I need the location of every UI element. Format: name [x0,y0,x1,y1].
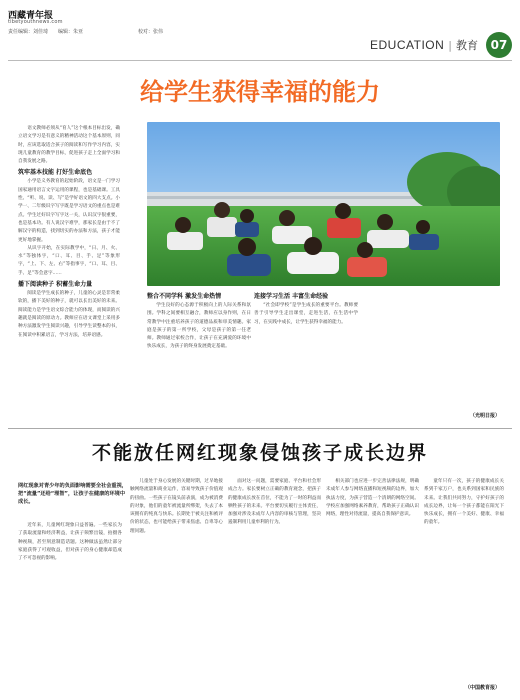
section-tag [370,34,478,56]
headline-2: 不能放任网红现象侵蚀孩子成长边界 [91,442,428,464]
article-1-column-2 [147,290,251,420]
article-2-column-1 [18,522,122,692]
students-photo [147,122,500,286]
article-2-paragraph: 儿童处于身心发展的关键时期，过早地接触网络流量和商业运作，容易导致孩子价值观的扭曲。一些孩子在镜头前表演，成为被消费的对象，他们的童年被流量所绑架，失去了本该拥有的纯真与快乐。长期处于被关注和被评价的状态，也可能给孩子带来焦虑、自卑等心理问题。 [130,479,223,534]
article-2-column-5 [424,478,504,692]
article-1-paragraph: 学生良好的心态源于积极向上的人际关系和氛围。学科之间要相互融合，教师应以身作则，在日常教学中注重培养孩子的道德品质和审美情趣。家庭是孩子的第一所学校，父母是孩子的第一任老师。教师通过家校合作，让孩子在充满爱的环境中快乐成长，为孩子的终身发展奠定基础。 [147,303,251,350]
article-1-byline: （光明日报） [469,413,500,419]
headline-1-char: 福 [284,78,309,106]
article-1-column-1 [18,125,120,418]
paper-name: 西藏青年报 [8,11,54,21]
article-1-paragraph: 从识字开始，在实际教学中，“日、月、火、水”等独体字，“口、耳、目、手、足”等象形字，“上、下、左、右”等指事字，“口、耳、目、手、足”等会意字…… [18,245,120,276]
headline-1-char: 给 [140,78,165,106]
students-photo-image [147,122,500,286]
article-1-column-3 [254,290,358,420]
article-2-paragraph: 近年来，儿童网红现象日益普遍。一些家长为了获取流量和经济利益，让孩子频繁出镜，拍摄各种视频，甚至刻意制造话题。这种做法虽然让部分家庭获得了可观收益，但对孩子的身心健康却造成了不可忽视的影响。 [18,523,122,562]
article-1-subhead: 连接学习生活 丰富生命经验 [254,293,329,300]
headline-1-char: 的 [308,78,333,106]
headline-1-char: 能 [332,78,357,106]
section-label-en: EDUCATION [370,38,445,52]
article-2-column-2 [130,478,223,692]
article-2-column-4 [326,478,419,692]
paper-url: tibetyouthnews.com [8,19,63,25]
article-1-subhead: 整合不同学科 激发生命热情 [147,293,222,300]
headline-1-char: 生 [188,78,213,106]
section-separator: | [448,38,452,52]
article-divider [8,428,512,429]
article-2-paragraph: 童年只有一次，孩子的健康成长关系到千家万户，也关系到国家和民族的未来。让我们共同努力，守护好孩子的成长边界，让每一个孩子都能在阳光下快乐成长，拥有一个美好、健康、幸福的童年。 [424,479,504,526]
article-2-paragraph: 相关部门也应进一步完善法律法规，明确未成年人参与网络直播和短视频的边界，加大执法力度，为孩子营造一个清朗的网络空间。学校应加强网络素养教育，帮助孩子正确认识网络，理性对待流量，提高自我保护意识。 [326,479,419,518]
article-1-paragraph: 阅读是学生成长的种子，儿童的心灵是非常柔软的，播下美好的种子，就可以长出美好的未来。阅读能力是学生语文综合能力的体现，而阅读的兴趣就是阅读的原动力。教师应在语文课堂上采用多种方法激发学生阅读兴趣，引导学生读整本的书，在阅读中积累语言，学习方法，培养语感。 [18,291,120,338]
article-2-column-3 [228,478,321,692]
headline-1-char: 获 [212,78,237,106]
headline-1 [0,78,520,106]
article-2-byline: （中国教育报） [464,685,500,691]
headline-1-char: 得 [236,78,261,106]
article-1-paragraph: “社会即学校”是学生成长的重要平台。教师要善于引导学生走出课堂，走进生活，在生活中学习，在实践中成长，让学生获得幸福的能力。 [254,303,358,325]
article-1-paragraph: 小学是义务教育的起始阶段，语文是一门学习国家通用语言文字运用的课程，也是基础课。工具性、“听、说、读、写”是学好语文的四大支点。小学一、二年级识字写字既是学习语文的重点也是难点。学生过好识字写字这一关，认识汉字很重要，也是基本功。有人说汉字难学，那家长是由于不了解汉字的构造，找到切实的办法和方法，孩子才能更好地掌握。 [18,179,120,243]
headline-1-char: 幸 [260,78,285,106]
article-1-column-4 [361,290,465,420]
section-label-zh: 教育 [456,39,478,52]
article-1-subhead: 播下阅读种子 积蓄生命力量 [18,281,93,289]
article-2-paragraph: 面对这一问题，需要家庭、平台和社会形成合力。家长要树立正确的教育观念，把孩子的健康成长放在首位，不能为了一时的利益而牺牲孩子的未来。平台要切实履行主体责任，加强对涉及未成年人内容的审核与管理，坚决遏制利用儿童牟利的行为。 [228,479,321,526]
article-1-intro: 语文教师必须从“育人”这个根本目标出发，确立语文学习是有意义的精神活动这个基本原则，同时，应该选取适合孩子的阅读和写作学习内容，实现儿童教育的教学目标，促进孩子走上全面学习和自我发展之路。 [18,126,120,165]
article-1-subhead: 筑牢基本技能 打好生命底色 [18,169,93,177]
editor-line: 责任编辑：刘佳琦 编辑：朱亚 校对：张伟 [8,29,164,35]
article-2-deck: 网红现象对青少年的负面影响需要全社会重视，把“流量”还给“理智”，让孩子在健康的环境中成长。 [18,483,127,505]
headline-1-char: 力 [356,78,381,106]
masthead-rule [8,60,512,61]
page-number-badge: 07 [486,32,512,58]
headline-1-char: 学 [164,78,189,106]
